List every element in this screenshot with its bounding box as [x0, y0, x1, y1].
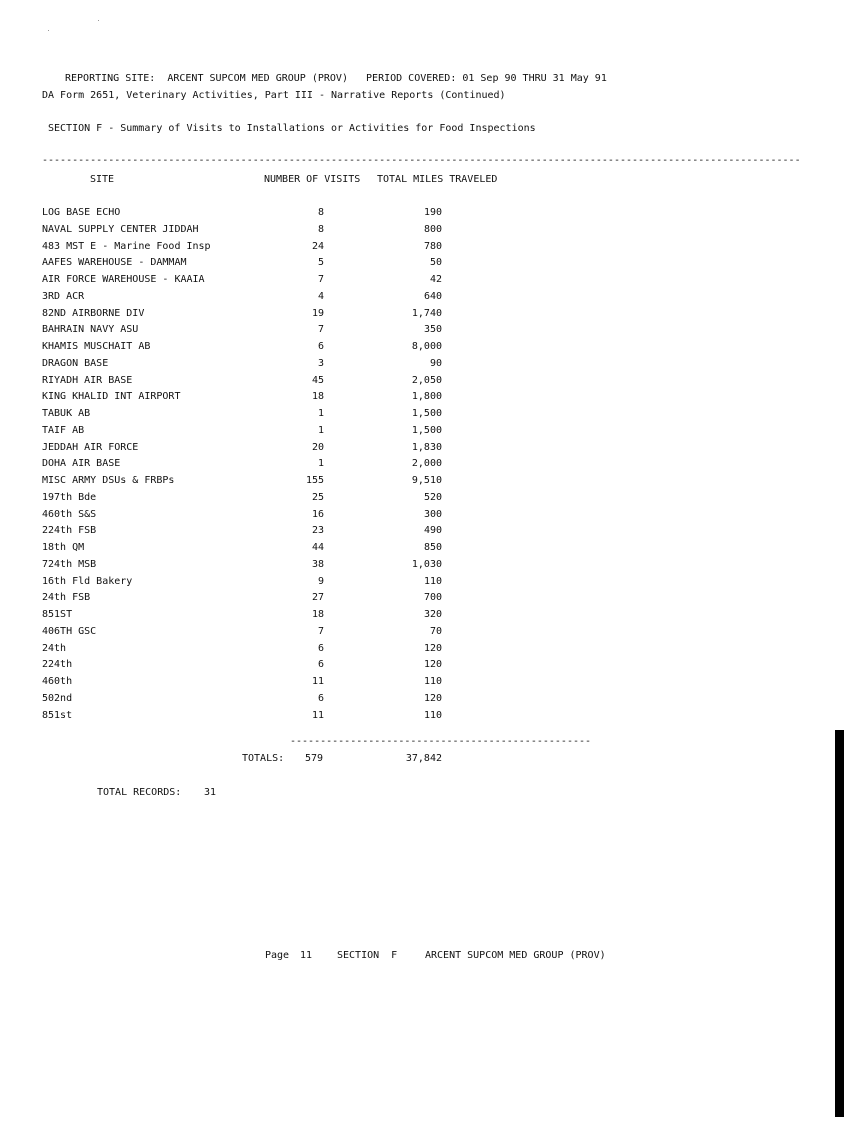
table-row [0, 425, 850, 442]
totals-visits: 579 [305, 753, 324, 764]
table-row [0, 576, 850, 593]
section-title: SECTION F - Summary of Visits to Installations or Activities for Food Inspections [48, 123, 536, 134]
miles-cell: 350 [423, 324, 442, 336]
table-row [0, 257, 850, 274]
visits-cell: 8 [317, 223, 324, 235]
visits-cell: 7 [317, 274, 324, 285]
visits-cell: 24 [311, 240, 324, 252]
site-cell: AAFES WAREHOUSE - DAMMAM [42, 257, 187, 269]
miles-cell: 640 [423, 290, 442, 302]
miles-cell: 50 [429, 257, 442, 269]
table-row [0, 341, 850, 358]
visits-cell: 6 [317, 659, 324, 671]
table-row [0, 207, 850, 224]
site-cell: 851ST [42, 609, 73, 620]
header-rule: ------------------------------------------------------------------------------------------------------------------------------ [42, 155, 801, 166]
table-row [0, 308, 850, 325]
table-row [0, 626, 850, 643]
site-cell: 483 MST E - Marine Food Insp [42, 240, 211, 252]
header-line-2: DA Form 2651, Veterinary Activities, Part III - Narrative Reports (Continued) [42, 90, 506, 101]
visits-cell: 1 [317, 424, 324, 436]
site-cell: TABUK AB [42, 408, 91, 419]
column-header-site: SITE [90, 174, 115, 185]
site-cell: AIR FORCE WAREHOUSE - KAAIA [42, 274, 205, 285]
site-cell: 24th FSB [42, 592, 91, 604]
miles-cell: 2,000 [411, 458, 442, 470]
site-cell: DOHA AIR BASE [42, 458, 121, 470]
table-row [0, 408, 850, 425]
visits-cell: 8 [317, 207, 324, 218]
table-row [0, 492, 850, 509]
table-row [0, 391, 850, 408]
header-line-1: REPORTING SITE: ARCENT SUPCOM MED GROUP (PROV) PERIOD COVERED: 01 Sep 90 THRU 31 May 91 [65, 73, 607, 84]
miles-cell: 520 [423, 491, 442, 503]
site-cell: RIYADH AIR BASE [42, 374, 133, 386]
visits-cell: 38 [311, 558, 324, 570]
site-cell: 16th Fld Bakery [42, 575, 133, 587]
miles-cell: 1,500 [411, 424, 442, 436]
table-row [0, 291, 850, 308]
miles-cell: 90 [429, 357, 442, 369]
visits-cell: 6 [317, 642, 324, 654]
footer-page-label: Page [265, 950, 290, 961]
site-cell: BAHRAIN NAVY ASU [42, 324, 139, 336]
scan-speck [48, 30, 49, 31]
table-row [0, 375, 850, 392]
total-records-value: 31 [204, 787, 217, 798]
visits-cell: 6 [317, 341, 324, 352]
site-cell: 18th QM [42, 542, 85, 553]
scan-edge-bar [835, 730, 844, 1117]
visits-cell: 16 [311, 508, 324, 520]
site-cell: 460th S&S [42, 508, 97, 520]
footer-page-number: 11 [300, 950, 313, 961]
visits-cell: 7 [317, 324, 324, 336]
table-row [0, 542, 850, 559]
table-row [0, 676, 850, 693]
site-cell: JEDDAH AIR FORCE [42, 441, 139, 453]
site-cell: MISC ARMY DSUs & FRBPs [42, 475, 175, 486]
miles-cell: 110 [423, 709, 442, 721]
table-row [0, 224, 850, 241]
table-row [0, 559, 850, 576]
site-cell: 224th [42, 659, 73, 671]
site-cell: 724th MSB [42, 558, 97, 570]
table-row [0, 659, 850, 676]
site-cell: 197th Bde [42, 491, 97, 503]
total-records-label: TOTAL RECORDS: [97, 787, 182, 798]
table-row [0, 609, 850, 626]
totals-label: TOTALS: [242, 753, 285, 764]
visits-cell: 3 [317, 357, 324, 369]
table-row [0, 710, 850, 727]
miles-cell: 120 [423, 692, 442, 704]
miles-cell: 850 [423, 542, 442, 553]
visits-cell: 4 [317, 290, 324, 302]
visits-cell: 1 [317, 408, 324, 419]
miles-cell: 1,500 [411, 408, 442, 419]
table-row [0, 442, 850, 459]
miles-cell: 42 [429, 274, 442, 285]
miles-cell: 190 [423, 207, 442, 218]
table-row [0, 592, 850, 609]
visits-cell: 155 [305, 475, 324, 486]
column-header-miles: TOTAL MILES TRAVELED [377, 174, 498, 185]
visits-cell: 1 [317, 458, 324, 470]
site-cell: KING KHALID INT AIRPORT [42, 391, 181, 403]
table-row [0, 358, 850, 375]
site-cell: 460th [42, 676, 73, 687]
visits-cell: 9 [317, 575, 324, 587]
table-row [0, 458, 850, 475]
site-cell: NAVAL SUPPLY CENTER JIDDAH [42, 223, 199, 235]
miles-cell: 70 [429, 625, 442, 637]
visits-cell: 7 [317, 625, 324, 637]
scan-speck [98, 20, 99, 21]
visits-cell: 5 [317, 257, 324, 269]
miles-cell: 1,740 [411, 307, 442, 319]
totals-miles: 37,842 [405, 753, 442, 764]
visits-cell: 18 [311, 609, 324, 620]
miles-cell: 1,800 [411, 391, 442, 403]
visits-cell: 6 [317, 692, 324, 704]
miles-cell: 120 [423, 659, 442, 671]
site-cell: KHAMIS MUSCHAIT AB [42, 341, 151, 352]
site-cell: 24th [42, 642, 67, 654]
miles-cell: 110 [423, 575, 442, 587]
table-row [0, 274, 850, 291]
miles-cell: 2,050 [411, 374, 442, 386]
site-cell: 851st [42, 709, 73, 721]
visits-cell: 18 [311, 391, 324, 403]
miles-cell: 320 [423, 609, 442, 620]
visits-cell: 23 [311, 525, 324, 537]
site-cell: LOG BASE ECHO [42, 207, 121, 218]
miles-cell: 490 [423, 525, 442, 537]
table-row [0, 525, 850, 542]
visits-cell: 11 [311, 709, 324, 721]
totals-rule: -------------------------------------------------- [290, 736, 592, 747]
miles-cell: 120 [423, 642, 442, 654]
site-cell: 224th FSB [42, 525, 97, 537]
footer-unit: ARCENT SUPCOM MED GROUP (PROV) [425, 950, 606, 961]
miles-cell: 1,830 [411, 441, 442, 453]
miles-cell: 9,510 [411, 475, 442, 486]
site-cell: 502nd [42, 692, 73, 704]
table-row [0, 324, 850, 341]
table-row [0, 643, 850, 660]
site-cell: DRAGON BASE [42, 357, 109, 369]
footer-section: SECTION F [337, 950, 398, 961]
visits-cell: 45 [311, 374, 324, 386]
miles-cell: 8,000 [411, 341, 442, 352]
table-row [0, 475, 850, 492]
miles-cell: 110 [423, 676, 442, 687]
visits-cell: 19 [311, 307, 324, 319]
column-header-visits: NUMBER OF VISITS [264, 174, 361, 185]
table-row [0, 693, 850, 710]
site-cell: 3RD ACR [42, 290, 85, 302]
site-cell: 406TH GSC [42, 625, 97, 637]
miles-cell: 700 [423, 592, 442, 604]
table-row [0, 509, 850, 526]
miles-cell: 780 [423, 240, 442, 252]
site-cell: 82ND AIRBORNE DIV [42, 307, 145, 319]
visits-cell: 44 [311, 542, 324, 553]
miles-cell: 1,030 [411, 558, 442, 570]
miles-cell: 800 [423, 223, 442, 235]
visits-cell: 27 [311, 592, 324, 604]
miles-cell: 300 [423, 508, 442, 520]
site-cell: TAIF AB [42, 424, 85, 436]
visits-cell: 25 [311, 491, 324, 503]
table-row [0, 241, 850, 258]
visits-cell: 20 [311, 441, 324, 453]
visits-cell: 11 [311, 676, 324, 687]
